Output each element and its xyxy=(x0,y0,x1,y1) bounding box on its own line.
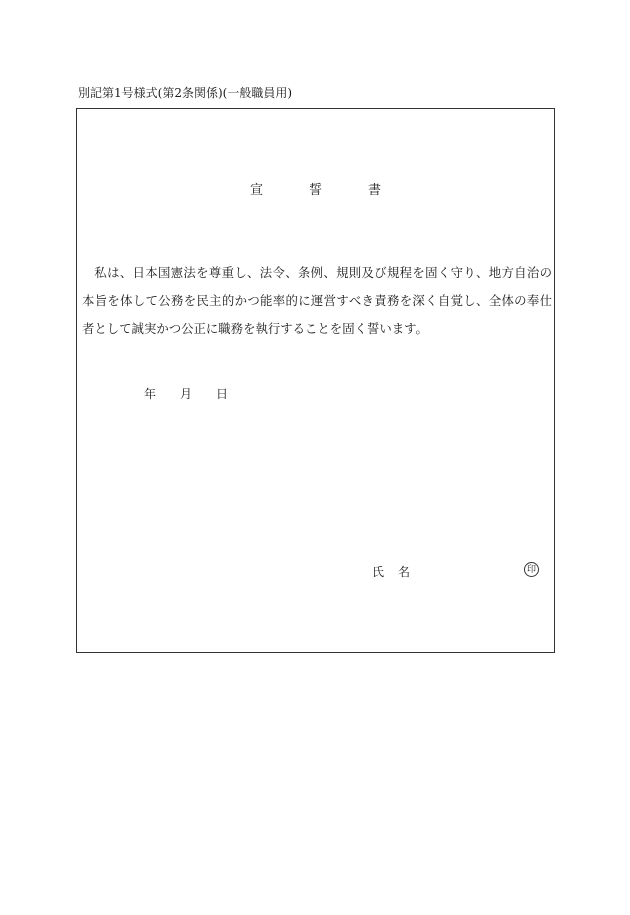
name-line xyxy=(372,563,410,580)
document-title xyxy=(77,179,554,198)
form-label: 別記第1号様式(第2条関係)(一般職員用) xyxy=(78,86,292,100)
year-label: 年 xyxy=(144,387,157,401)
date-line xyxy=(144,385,228,402)
title-char: 誓 xyxy=(308,183,322,198)
name-label-char: 名 xyxy=(398,565,411,579)
name-label-char: 氏 xyxy=(372,565,385,579)
oath-text: 私は、日本国憲法を尊重し、法令、条例、規則及び規程を固く守り、地方自治の本旨を体して公務を民主的かつ能率的に運営すべき責務を深く自覚し、全体の奉仕者として誠実かつ公正に職務を執行することを固く誓います。 xyxy=(82,265,552,336)
oath-document-frame xyxy=(76,108,555,653)
month-label: 月 xyxy=(180,387,193,401)
day-label: 日 xyxy=(216,387,229,401)
title-char: 書 xyxy=(368,183,382,198)
seal-mark: 印 xyxy=(524,562,539,577)
title-char: 宣 xyxy=(249,183,263,198)
